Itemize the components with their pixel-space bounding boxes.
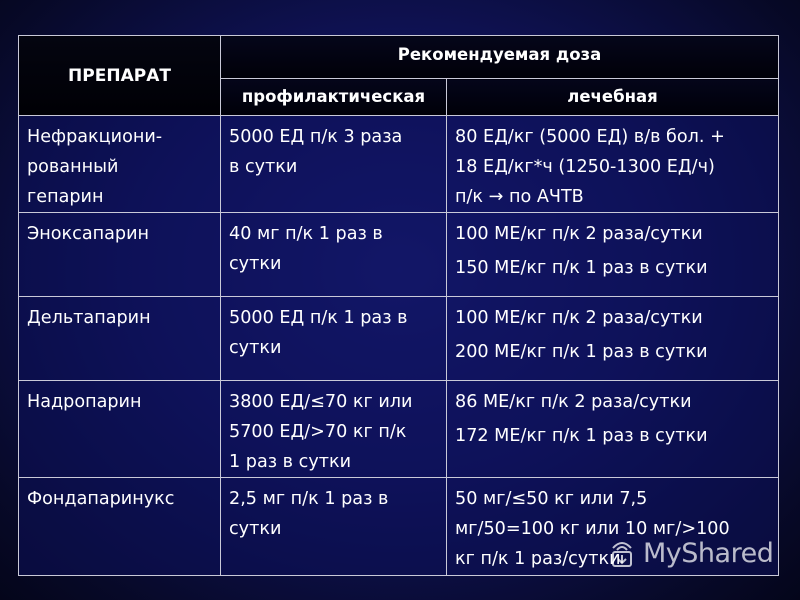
prophylactic-dose-line: 5000 ЕД п/к 1 раз в [229, 308, 408, 328]
prophylactic-dose-line: 3800 ЕД/≤70 кг или [229, 392, 413, 412]
table-row [19, 297, 779, 381]
prophylactic-dose-line: сутки [229, 519, 282, 539]
drug-cell [19, 213, 221, 297]
therapeutic-dose-line: 150 МЕ/кг п/к 1 раз в сутки [455, 258, 708, 278]
therapeutic-dose-line: 100 МЕ/кг п/к 2 раза/сутки [455, 308, 703, 328]
therapeutic-cell [447, 116, 779, 213]
header-therapeutic: лечебная [567, 87, 658, 106]
drug-name-line: Дельтапарин [27, 308, 151, 328]
prophylactic-dose-line: 5000 ЕД п/к 3 раза [229, 127, 403, 147]
drug-name-line: Эноксапарин [27, 224, 150, 244]
header-dose-cell [221, 36, 779, 79]
therapeutic-dose-line: п/к → по АЧТВ [455, 187, 584, 207]
prophylactic-cell [221, 381, 447, 478]
prophylactic-dose-line: сутки [229, 338, 282, 358]
prophylactic-dose-line: 5700 ЕД/>70 кг п/к [229, 422, 407, 442]
drug-cell [19, 381, 221, 478]
prophylactic-cell [221, 297, 447, 381]
prophylactic-cell [221, 116, 447, 213]
therapeutic-dose-line: 200 МЕ/кг п/к 1 раз в сутки [455, 342, 708, 362]
drug-name-line: Нефракциони- [27, 127, 163, 147]
therapeutic-cell [447, 213, 779, 297]
therapeutic-dose-line: 18 ЕД/кг*ч (1250-1300 ЕД/ч) [455, 157, 715, 177]
therapeutic-dose-line: мг/50=100 кг или 10 мг/>100 [455, 519, 730, 539]
therapeutic-dose-line: 100 МЕ/кг п/к 2 раза/сутки [455, 224, 703, 244]
header-therapeutic-cell [447, 79, 779, 116]
dosage-table [18, 35, 779, 576]
header-recommended-dose: Рекомендуемая доза [397, 45, 602, 64]
drug-cell [19, 116, 221, 213]
drug-name-line: Надропарин [27, 392, 142, 412]
table-row [19, 213, 779, 297]
header-drug: ПРЕПАРАТ [68, 65, 171, 86]
drug-cell [19, 478, 221, 576]
header-prophylactic: профилактическая [241, 87, 426, 106]
therapeutic-dose-line: 172 МЕ/кг п/к 1 раз в сутки [455, 426, 708, 446]
prophylactic-dose-line: 2,5 мг п/к 1 раз в [229, 489, 389, 509]
drug-name-line: рованный [27, 157, 119, 177]
header-drug-cell [19, 36, 221, 116]
myshared-watermark[interactable] [605, 534, 773, 572]
therapeutic-dose-line: кг п/к 1 раз/сутки [455, 549, 621, 569]
table-row [19, 381, 779, 478]
drug-cell [19, 297, 221, 381]
myshared-logo-icon [605, 534, 639, 572]
prophylactic-dose-line: 1 раз в сутки [229, 452, 352, 472]
prophylactic-dose-line: в сутки [229, 157, 298, 177]
therapeutic-dose-line: 80 ЕД/кг (5000 ЕД) в/в бол. + [455, 127, 725, 147]
header-prophylactic-cell [221, 79, 447, 116]
therapeutic-cell [447, 381, 779, 478]
prophylactic-dose-line: сутки [229, 254, 282, 274]
drug-name-line: Фондапаринукс [27, 489, 175, 509]
prophylactic-cell [221, 213, 447, 297]
prophylactic-dose-line: 40 мг п/к 1 раз в [229, 224, 383, 244]
prophylactic-cell [221, 478, 447, 576]
drug-name-line: гепарин [27, 187, 104, 207]
therapeutic-cell [447, 297, 779, 381]
watermark-text: MyShared [643, 537, 774, 569]
table-row [19, 116, 779, 213]
therapeutic-dose-line: 50 мг/≤50 кг или 7,5 [455, 489, 648, 509]
therapeutic-dose-line: 86 МЕ/кг п/к 2 раза/сутки [455, 392, 692, 412]
